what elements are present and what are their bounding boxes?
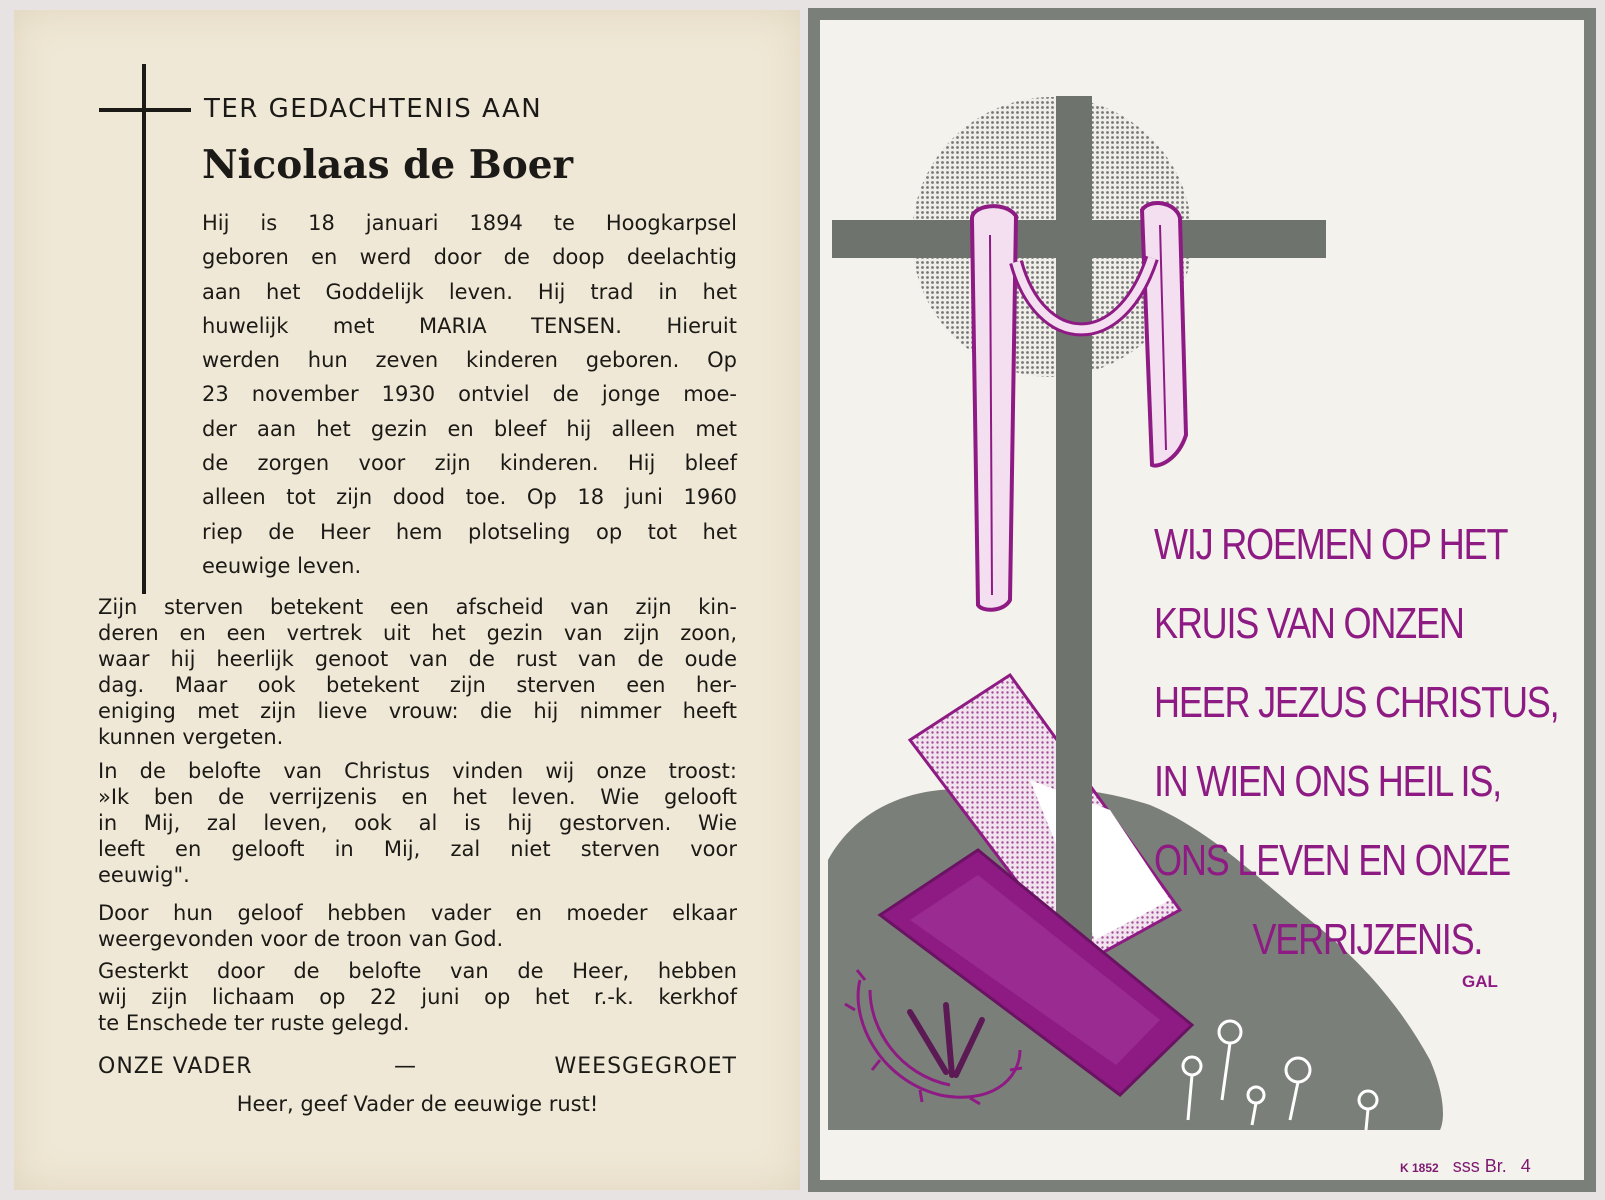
cross-horizontal-bar [99,108,191,112]
closing-prayer: Heer, geef Vader de eeuwige rust! [236,1092,599,1116]
memorial-card-text-side [14,10,800,1190]
print-code-k: K 1852 [1400,1161,1439,1175]
paragraph-line: In de belofte van Christus vinden wij onze troost: [98,759,737,783]
bio-line: Hij is 18 januari 1894 te Hoogkarpsel [202,211,737,235]
paragraph-line: deren en een vertrek uit het gezin van zijn zoon, [98,621,737,645]
deceased-name: Nicolaas de Boer [202,142,574,188]
bio-line: de zorgen voor zijn kinderen. Hij bleef [202,451,737,476]
bio-line: der aan het gezin en bleef hij alleen met [202,416,737,441]
paragraph-line: te Enschede ter ruste gelegd. [98,1011,410,1035]
prayer-separator: — [394,1054,417,1079]
cross-beam [832,220,1326,258]
paragraph-line: kunnen vergeten. [98,725,284,749]
cross-vertical-bar [142,64,146,594]
verse-line: IN WIEN ONS HEIL IS, [1154,757,1501,806]
bio-line: alleen tot zijn dood toe. Op 18 juni 1960 [202,485,737,510]
print-code [1400,1156,1531,1177]
paragraph-line: Zijn sterven betekent een afscheid van zijn kin- [98,595,737,619]
paragraph-line: in Mij, zal leven, ook al is hij gestorven. Wie [98,811,737,835]
paragraph-line: leeft en gelooft in Mij, zal niet sterven voor [98,837,737,861]
bio-line: huwelijk met MARIA TENSEN. Hieruit [202,313,737,338]
verse-author: GAL [1462,972,1498,991]
paragraph-burial [98,958,737,1036]
bio-line: eeuwige leven. [202,553,362,578]
shroud-right-drape [1142,203,1186,466]
paragraph-line: eniging met zijn lieve vrouw: die hij nimmer heeft [98,699,737,723]
paragraph-line: »Ik ben de verrijzenis en het leven. Wie gelooft [98,785,737,809]
verse-line: KRUIS VAN ONZEN [1154,599,1464,648]
verse-line: VERRIJZENIS. [1252,915,1483,964]
paragraph-line: Gesterkt door de belofte van de Heer, hebben [98,959,737,983]
verse-line: HEER JEZUS CHRISTUS, [1154,678,1559,727]
verse-line: ONS LEVEN EN ONZE [1154,836,1511,885]
paragraph-line: wij zijn lichaam op 22 juni op het r.-k. kerkhof [98,985,737,1009]
paragraph-line: weergevonden voor de troon van God. [98,927,504,951]
paragraph-farewell [98,594,737,750]
bio-line: geboren en werd door de doop deelachtig [202,245,737,270]
paragraph-faith [98,900,737,952]
bio-line: aan het Goddelijk leven. Hij trad in het [202,279,737,304]
bio-line: werden hun zeven kinderen geboren. Op [202,348,737,373]
memorial-heading: TER GEDACHTENIS AAN [204,94,543,124]
bio-line: 23 november 1930 ontviel de jonge moe- [202,382,737,407]
bio-line: riep de Heer hem plotseling op tot het [202,519,737,544]
verse-line: WIJ ROEMEN OP HET [1154,520,1508,569]
paragraph-line: waar hij heerlijk genoot van de rust van de oude [98,647,737,671]
print-code-number: 4 [1520,1156,1531,1176]
prayer-our-father: ONZE VADER [98,1054,253,1079]
paragraph-line: eeuwig". [98,863,190,887]
shroud-left-drape [972,206,1016,610]
print-code-series: sss Br. [1452,1156,1507,1176]
memorial-card-image-side [808,8,1596,1192]
paragraph-promise [98,758,737,888]
paragraph-line: dag. Maar ook betekent zijn sterven een her- [98,673,737,697]
biography-text [202,206,737,583]
prayer-hail-mary: WEESGEGROET [554,1054,737,1079]
scripture-verse [1154,505,1559,979]
paragraph-line: Door hun geloof hebben vader en moeder elkaar [98,901,737,925]
